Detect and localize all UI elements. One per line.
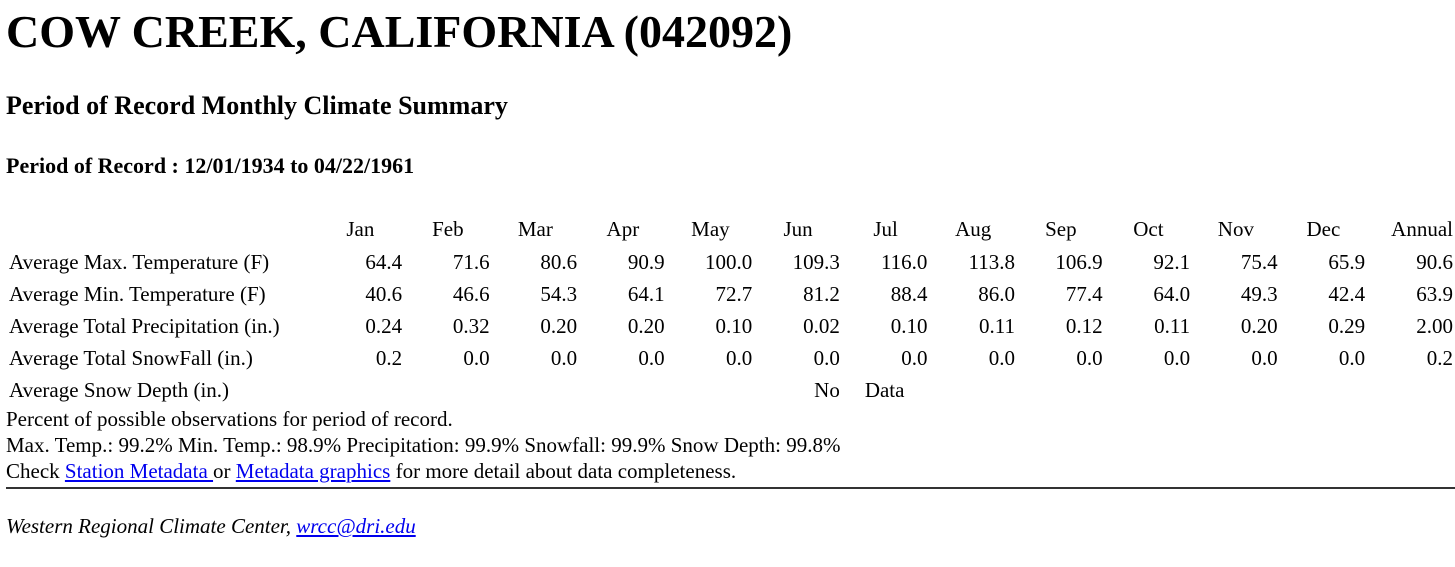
table-cell: 42.4 <box>1328 282 1366 306</box>
footer <box>6 512 416 540</box>
table-cell: 116.0 <box>880 250 928 274</box>
table-row <box>4 310 1455 342</box>
footer-divider <box>6 487 1455 489</box>
table-cell: 0.11 <box>979 314 1016 338</box>
table-cell-empty <box>929 374 1017 406</box>
table-cell: 0.29 <box>1328 314 1366 338</box>
notes-check-suffix: for more detail about data completeness. <box>390 459 737 483</box>
table-cell-empty <box>404 374 492 406</box>
column-header-feb: Feb <box>432 217 464 241</box>
table-cell: 0.0 <box>1338 346 1366 370</box>
column-header-may: May <box>691 217 730 241</box>
table-row <box>4 342 1455 374</box>
table-cell-empty <box>1105 374 1193 406</box>
table-cell: 0.0 <box>813 346 840 370</box>
column-header-annual: Annual <box>1391 217 1453 241</box>
table-cell: 72.7 <box>715 282 753 306</box>
column-header-jun: Jun <box>783 217 813 241</box>
column-header-apr: Apr <box>606 217 640 241</box>
table-cell: 65.9 <box>1328 250 1366 274</box>
table-cell: 0.2 <box>375 346 403 370</box>
table-cell-empty <box>579 374 667 406</box>
table-row-snow-depth <box>4 374 1455 406</box>
table-cell: 88.4 <box>890 282 928 306</box>
table-cell: 46.6 <box>452 282 490 306</box>
table-cell: 81.2 <box>803 282 840 306</box>
table-cell: 0.10 <box>890 314 928 338</box>
table-corner-cell <box>4 212 317 246</box>
metadata-graphics-link[interactable]: Metadata graphics <box>235 459 391 483</box>
table-cell: 0.2 <box>1426 346 1453 370</box>
table-cell: 0.0 <box>1163 346 1191 370</box>
column-header-oct: Oct <box>1133 217 1164 241</box>
table-cell: 90.9 <box>627 250 665 274</box>
table-cell: 92.1 <box>1153 250 1191 274</box>
table-cell: 0.0 <box>1251 346 1278 370</box>
table-cell: 77.4 <box>1065 282 1103 306</box>
table-cell: 106.9 <box>1055 250 1103 274</box>
table-cell: 0.0 <box>901 346 928 370</box>
row-label: Average Max. Temperature (F) <box>9 250 270 274</box>
table-cell: 86.0 <box>978 282 1016 306</box>
column-header-nov: Nov <box>1217 217 1254 241</box>
table-cell: 113.8 <box>968 250 1016 274</box>
table-row <box>4 246 1455 278</box>
notes-line-completeness: Max. Temp.: 99.2% Min. Temp.: 98.9% Precipitation: 99.9% Snowfall: 99.9% Snow Depth: 99.8% <box>6 433 841 457</box>
row-label: Average Min. Temperature (F) <box>9 282 266 306</box>
table-cell-empty <box>317 374 405 406</box>
table-cell: 0.0 <box>638 346 665 370</box>
row-label: Average Snow Depth (in.) <box>9 378 230 402</box>
column-header-mar: Mar <box>517 217 553 241</box>
table-cell: 0.0 <box>988 346 1016 370</box>
notes-line-percent: Percent of possible observations for period of record. <box>6 407 453 431</box>
table-cell: 0.32 <box>452 314 490 338</box>
station-metadata-link[interactable]: Station Metadata <box>64 459 214 483</box>
table-cell: 2.00 <box>1416 314 1453 338</box>
table-cell: 0.0 <box>725 346 753 370</box>
table-cell: 0.0 <box>550 346 578 370</box>
table-cell: 0.02 <box>803 314 840 338</box>
table-cell-empty <box>667 374 755 406</box>
table-cell: 40.6 <box>365 282 403 306</box>
column-header-sep: Sep <box>1045 217 1077 241</box>
footer-org: Western Regional Climate Center, <box>6 514 297 538</box>
table-cell: 0.0 <box>1076 346 1103 370</box>
table-cell: 64.4 <box>365 250 403 274</box>
table-cell-empty <box>1192 374 1280 406</box>
table-cell: 0.20 <box>627 314 665 338</box>
table-cell: 0.12 <box>1065 314 1103 338</box>
table-header-row <box>4 212 1455 246</box>
observation-notes <box>6 406 840 484</box>
table-cell: 0.20 <box>1240 314 1278 338</box>
no-data-text-no: No <box>814 378 840 402</box>
column-header-aug: Aug <box>955 217 992 241</box>
table-cell: 0.20 <box>540 314 578 338</box>
table-cell: 63.9 <box>1416 282 1453 306</box>
column-header-dec: Dec <box>1306 217 1341 241</box>
table-body <box>4 246 1455 406</box>
table-cell: 54.3 <box>540 282 578 306</box>
table-cell: 64.0 <box>1153 282 1191 306</box>
table-cell: 75.4 <box>1240 250 1278 274</box>
table-cell-empty <box>1367 374 1455 406</box>
column-header-jan: Jan <box>346 217 375 241</box>
table-cell: 100.0 <box>704 250 753 274</box>
column-header-jul: Jul <box>873 217 898 241</box>
table-cell: 49.3 <box>1240 282 1278 306</box>
climate-summary-table <box>4 212 1455 406</box>
notes-check-prefix: Check <box>6 459 65 483</box>
table-cell: 109.3 <box>792 250 840 274</box>
table-cell-empty <box>1280 374 1368 406</box>
table-cell-empty <box>492 374 580 406</box>
table-cell: 0.0 <box>463 346 490 370</box>
table-row <box>4 278 1455 310</box>
table-cell: 0.24 <box>365 314 403 338</box>
table-cell-empty <box>1017 374 1105 406</box>
no-data-text-data: Data <box>864 378 905 402</box>
notes-check-mid: or <box>213 459 236 483</box>
row-label: Average Total SnowFall (in.) <box>9 346 253 370</box>
table-cell: 90.6 <box>1416 250 1453 274</box>
table-cell: 0.10 <box>715 314 753 338</box>
table-cell: 80.6 <box>540 250 578 274</box>
table-cell: 0.11 <box>1154 314 1191 338</box>
table-cell: 64.1 <box>627 282 665 306</box>
page-title: COW CREEK, CALIFORNIA (042092) <box>6 6 793 57</box>
notes-line-check <box>6 458 840 484</box>
row-label: Average Total Precipitation (in.) <box>9 314 280 338</box>
period-of-record: Period of Record : 12/01/1934 to 04/22/1961 <box>6 153 415 178</box>
summary-subtitle: Period of Record Monthly Climate Summary <box>6 91 508 120</box>
table-cell: 71.6 <box>452 250 490 274</box>
footer-email-link[interactable]: wrcc@dri.edu <box>296 514 416 538</box>
